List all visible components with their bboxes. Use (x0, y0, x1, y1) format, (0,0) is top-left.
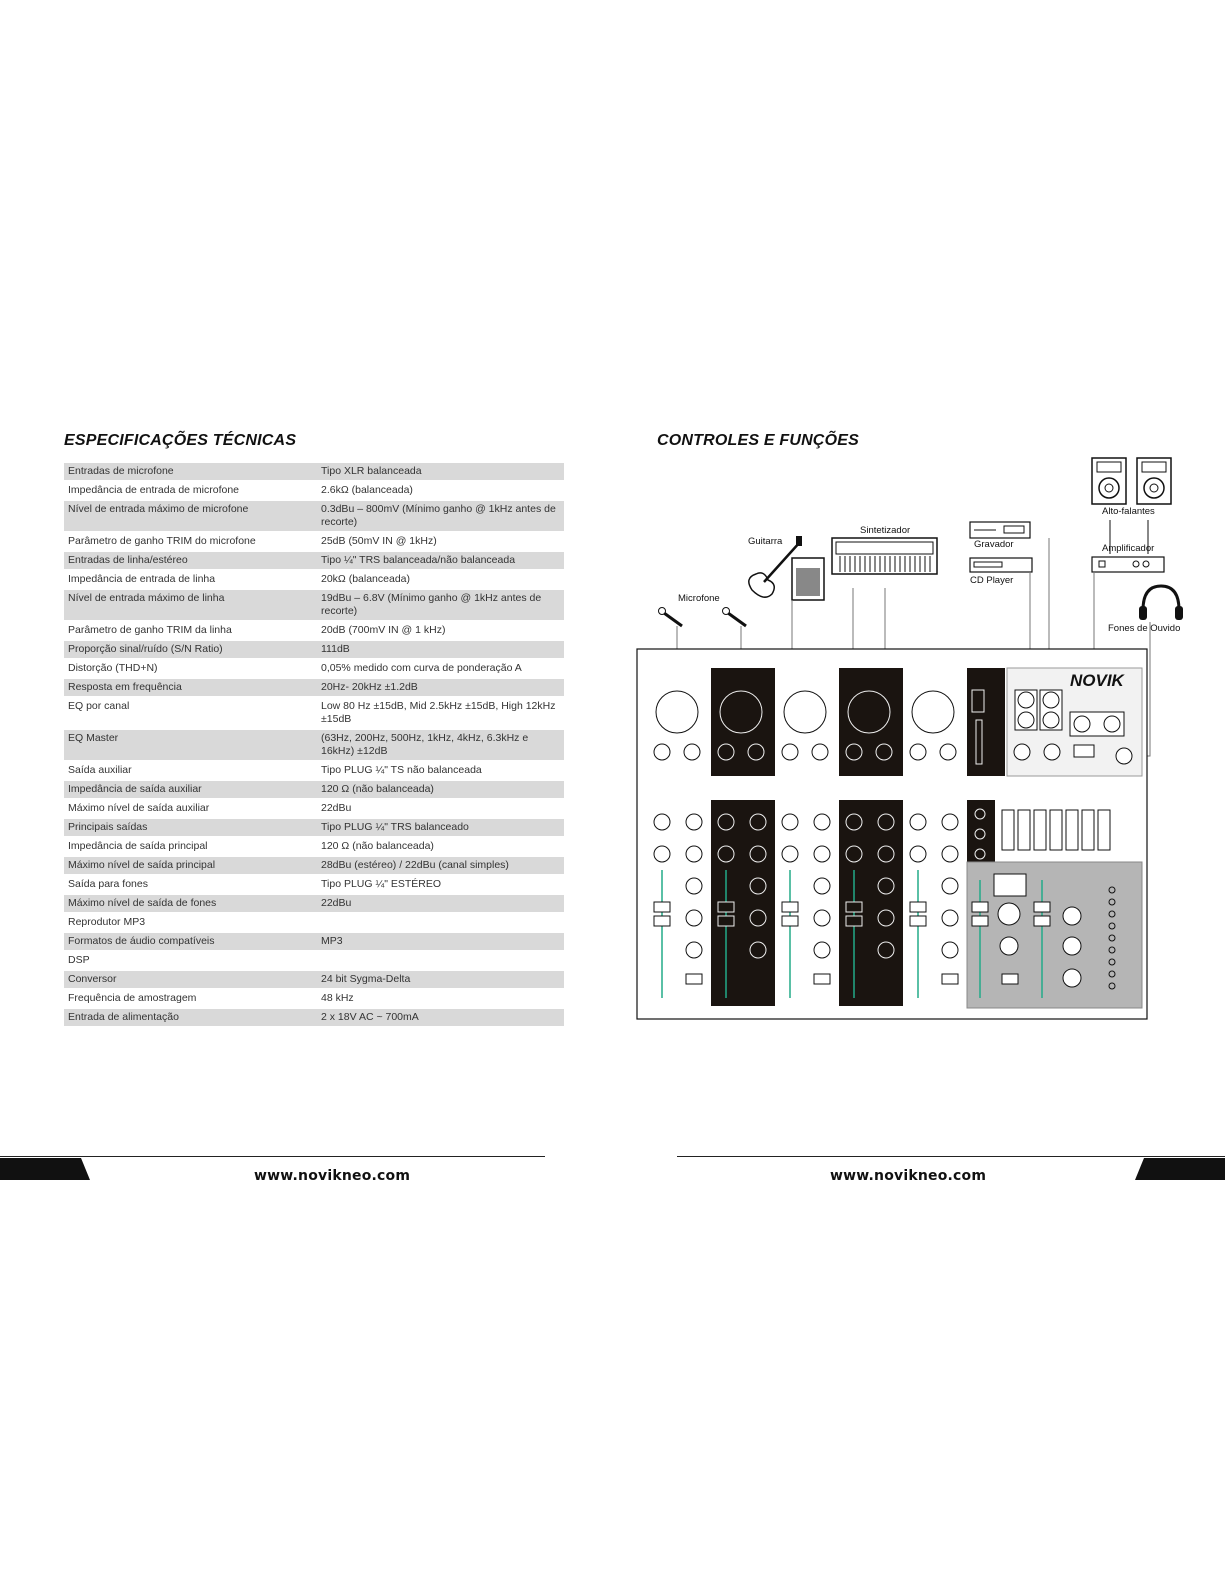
spec-row (64, 500, 564, 532)
cd-player-label: CD Player (970, 575, 1014, 586)
guitar-label: Guitarra (748, 536, 783, 547)
spec-label: Reprodutor MP3 (64, 913, 317, 932)
spec-value: Tipo ¼" TRS balanceada/não balanceada (317, 551, 564, 570)
spec-value: Tipo PLUG ¼" TS não balanceada (317, 761, 564, 780)
spec-value: 24 bit Sygma-Delta (317, 970, 564, 989)
speakers-label: Alto-falantes (1102, 506, 1155, 517)
spec-row (64, 894, 564, 913)
mixer-body (637, 649, 1147, 1019)
footer-line-right (677, 1156, 1225, 1157)
spec-row (64, 729, 564, 761)
spec-value: 25dB (50mV IN @ 1kHz) (317, 532, 564, 551)
spec-label: Nível de entrada máximo de linha (64, 589, 317, 621)
spec-label: Saída auxiliar (64, 761, 317, 780)
spec-label: Proporção sinal/ruído (S/N Ratio) (64, 640, 317, 659)
spec-value: 22dBu (317, 894, 564, 913)
spec-value: 48 kHz (317, 989, 564, 1008)
synthesizer-icon (832, 538, 937, 574)
spec-label: EQ por canal (64, 697, 317, 729)
spec-value: 2 x 18V AC ~ 700mA (317, 1008, 564, 1027)
spec-label: Principais saídas (64, 818, 317, 837)
footer-url-right: www.novikneo.com (830, 1168, 987, 1184)
headphones-icon (1139, 586, 1183, 620)
spec-value: 111dB (317, 640, 564, 659)
spec-label: Conversor (64, 970, 317, 989)
spec-label: Máximo nível de saída principal (64, 856, 317, 875)
brand-logo: NOVIK (1070, 671, 1124, 690)
mixer-connection-diagram (640, 450, 1181, 1030)
spec-row (64, 481, 564, 500)
spec-label: Distorção (THD+N) (64, 659, 317, 678)
spec-row (64, 640, 564, 659)
spec-value: 120 Ω (não balanceada) (317, 780, 564, 799)
spec-value (317, 913, 564, 932)
spec-row (64, 970, 564, 989)
spec-row (64, 932, 564, 951)
spec-row (64, 589, 564, 621)
spec-value: MP3 (317, 932, 564, 951)
spec-label: Impedância de entrada de microfone (64, 481, 317, 500)
spec-label: Entradas de microfone (64, 463, 317, 481)
amplifier-label: Amplificador (1102, 543, 1155, 554)
spec-label: Impedância de entrada de linha (64, 570, 317, 589)
cd-player-icon (970, 558, 1032, 572)
footer-tab-left (0, 1158, 90, 1180)
microphone-label: Microfone (678, 593, 720, 604)
spec-label: Parâmetro de ganho TRIM da linha (64, 621, 317, 640)
spec-label: Nível de entrada máximo de microfone (64, 500, 317, 532)
spec-row (64, 678, 564, 697)
spec-label: Impedância de saída principal (64, 837, 317, 856)
spec-value: 28dBu (estéreo) / 22dBu (canal simples) (317, 856, 564, 875)
spec-row (64, 799, 564, 818)
spec-row (64, 989, 564, 1008)
spec-value: 20dB (700mV IN @ 1 kHz) (317, 621, 564, 640)
spec-row (64, 697, 564, 729)
spec-label: Parâmetro de ganho TRIM do microfone (64, 532, 317, 551)
spec-value (317, 951, 564, 970)
footer-line-left (0, 1156, 545, 1157)
spec-row (64, 463, 564, 481)
spec-value: Tipo PLUG ¼" ESTÉREO (317, 875, 564, 894)
specs-title: ESPECIFICAÇÕES TÉCNICAS (64, 432, 297, 449)
spec-value: (63Hz, 200Hz, 500Hz, 1kHz, 4kHz, 6.3kHz e 16kHz) ±12dB (317, 729, 564, 761)
guitar-amp-icon (792, 558, 824, 600)
spec-row (64, 551, 564, 570)
spec-row (64, 818, 564, 837)
spec-row (64, 659, 564, 678)
spec-value: 20Hz- 20kHz ±1.2dB (317, 678, 564, 697)
microphone-icon-1 (659, 608, 683, 627)
spec-row (64, 875, 564, 894)
spec-label: Formatos de áudio compatíveis (64, 932, 317, 951)
synth-label: Sintetizador (860, 525, 911, 536)
spec-label: Saída para fones (64, 875, 317, 894)
specs-table (64, 463, 564, 1028)
spec-row (64, 1008, 564, 1027)
spec-label: Entrada de alimentação (64, 1008, 317, 1027)
recorder-label: Gravador (974, 539, 1014, 550)
spec-value: 20kΩ (balanceada) (317, 570, 564, 589)
controls-title: CONTROLES E FUNÇÕES (657, 432, 860, 449)
spec-value: 19dBu – 6.8V (Mínimo ganho @ 1kHz antes de recorte) (317, 589, 564, 621)
spec-label: Resposta em frequência (64, 678, 317, 697)
spec-value: 0,05% medido com curva de ponderação A (317, 659, 564, 678)
spec-value: 2.6kΩ (balanceada) (317, 481, 564, 500)
spec-label: Impedância de saída auxiliar (64, 780, 317, 799)
spec-value: 0.3dBu – 800mV (Mínimo ganho @ 1kHz antes de recorte) (317, 500, 564, 532)
spec-row (64, 837, 564, 856)
spec-label: Máximo nível de saída auxiliar (64, 799, 317, 818)
spec-row (64, 780, 564, 799)
spec-row (64, 532, 564, 551)
spec-value: 120 Ω (não balanceada) (317, 837, 564, 856)
spec-row (64, 621, 564, 640)
spec-row (64, 913, 564, 932)
headphones-label: Fones de Ouvido (1108, 623, 1181, 634)
spec-label: Máximo nível de saída de fones (64, 894, 317, 913)
spec-label: EQ Master (64, 729, 317, 761)
spec-row (64, 856, 564, 875)
recorder-icon (970, 522, 1030, 538)
spec-row (64, 951, 564, 970)
spec-value: Tipo PLUG ¼" TRS balanceado (317, 818, 564, 837)
spec-row (64, 570, 564, 589)
speakers-icon (1092, 458, 1171, 504)
spec-value: Tipo XLR balanceada (317, 463, 564, 481)
spec-label: DSP (64, 951, 317, 970)
spec-label: Entradas de linha/estéreo (64, 551, 317, 570)
spec-label: Frequência de amostragem (64, 989, 317, 1008)
microphone-icon-2 (723, 608, 747, 627)
footer-tab-right (1135, 1158, 1225, 1180)
spec-value: 22dBu (317, 799, 564, 818)
spec-row (64, 761, 564, 780)
spec-value: Low 80 Hz ±15dB, Mid 2.5kHz ±15dB, High 12kHz ±15dB (317, 697, 564, 729)
amplifier-icon (1092, 557, 1164, 572)
footer-url-left: www.novikneo.com (254, 1168, 411, 1184)
